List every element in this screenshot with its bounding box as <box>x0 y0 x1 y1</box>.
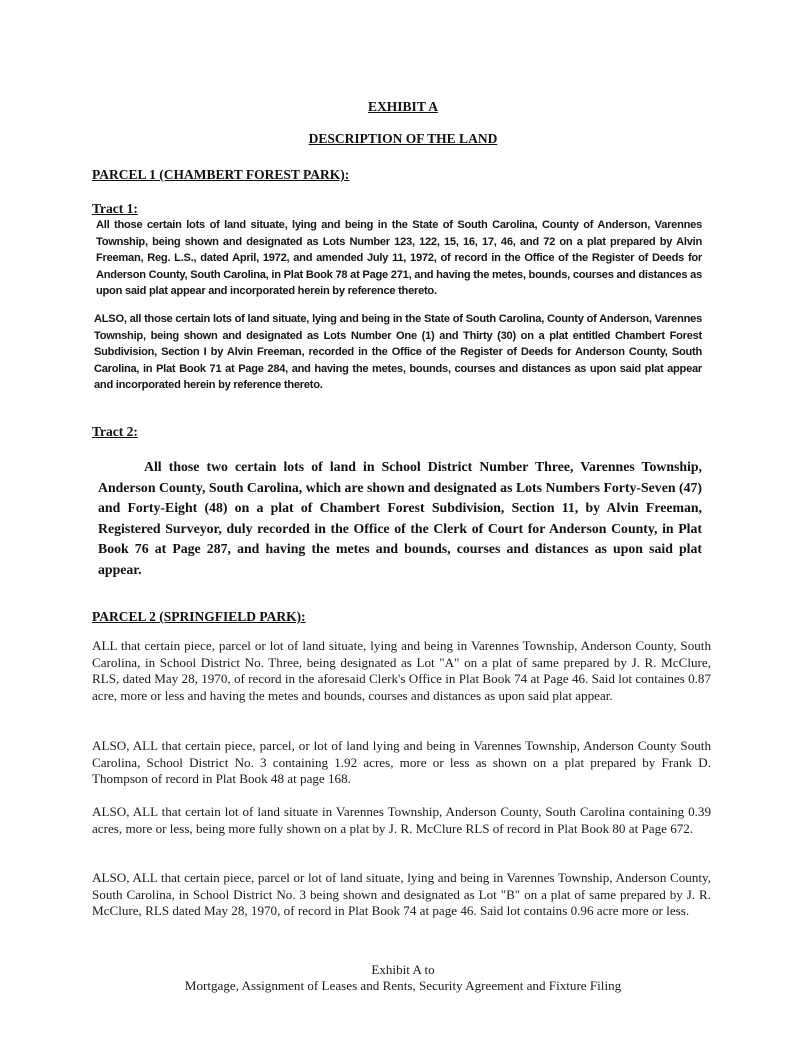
tract-1-paragraph-2: ALSO, all those certain lots of land situate, lying and being in the State of South Carolina, County of Anderson, Varennes Township, being shown and designated as Lots Number One (1) and Thirty (30) on a plat entitled Chambert Forest Subdivision, Section I by Alvin Freeman, recorded in the Office of the Register of Deeds for Anderson County, South Carolina, in Plat Book 71 at Page 284, and having the metes, bounds, courses and distances as upon said plat appear and incorporated herein by reference thereto. <box>94 313 702 391</box>
tract-1-heading: Tract 1: <box>92 201 138 216</box>
parcel-2-paragraph-4: ALSO, ALL that certain piece, parcel or lot of land situate, lying and being in Varennes Township, Anderson County, South Carolina, in School District No. 3 being shown and designated as Lot "B" on a plat of same prepared by J. R. McClure, RLS dated May 28, 1970, of record in Plat Book 74 at page 46. Said lot contains 0.96 acre more or less. <box>92 870 711 919</box>
tract-2-heading: Tract 2: <box>92 424 138 439</box>
footer-exhibit-label: Exhibit A to <box>371 962 435 977</box>
tract-1-paragraph-1: All those certain lots of land situate, lying and being in the State of South Carolina, County of Anderson, Varennes Township, being shown and designated as Lots Number 123, 122, 15, 16, 17, 46, and 72 on a plat prepared by Alvin Freeman, Reg. L.S., dated April, 1972, and amended July 11, 1972, of record in the Office of the Register of Deeds for Anderson County, South Carolina, in Plat Book 78 at Page 271, and having the metes, bounds, courses and distances as upon said plat appear and incorporated herein by reference thereto. <box>96 219 702 297</box>
parcel-2-heading: PARCEL 2 (SPRINGFIELD PARK): <box>92 609 306 624</box>
description-title: DESCRIPTION OF THE LAND <box>308 131 498 146</box>
parcel-2-paragraph-1: ALL that certain piece, parcel or lot of land situate, lying and being in Varennes Township, Anderson County, South Carolina, in School District No. Three, being designated as Lot "A" on a plat of same prepared by J. R. McClure, RLS, dated May 28, 1970, of record in the aforesaid Clerk's Office in Plat Book 74 at Page 46. Said lot containes 0.87 acre, more or less and having the metes and bounds, courses and distances as upon said plat appear. <box>92 638 711 703</box>
parcel-2-paragraph-3: ALSO, ALL that certain lot of land situate in Varennes Township, Anderson County, South Carolina containing 0.39 acres, more or less, being more fully shown on a plat by J. R. McClure RLS of record in Plat Book 80 at Page 672. <box>92 804 711 836</box>
exhibit-title: EXHIBIT A <box>368 99 438 114</box>
parcel-2-paragraph-2: ALSO, ALL that certain piece, parcel, or lot of land lying and being in Varennes Township, Anderson County South Carolina, School District No. 3 containing 1.92 acres, more or less as shown on a plat prepared by Frank D. Thompson of record in Plat Book 48 at page 168. <box>92 738 711 787</box>
tract-2-paragraph: All those two certain lots of land in School District Number Three, Varennes Township, Anderson County, South Carolina, which are shown and designated as Lots Numbers Forty-Seven (47) and Forty-Eight (48) on a plat of Chambert Forest Subdivision, Section 11, by Alvin Freeman, Registered Surveyor, duly recorded in the Office of the Clerk of Court for Anderson County, in Plat Book 76 at Page 287, and having the metes and bounds, courses and distances as upon said plat appear. <box>98 459 702 577</box>
footer-document-title: Mortgage, Assignment of Leases and Rents, Security Agreement and Fixture Filing <box>184 978 622 993</box>
parcel-1-heading: PARCEL 1 (CHAMBERT FOREST PARK): <box>92 167 350 182</box>
